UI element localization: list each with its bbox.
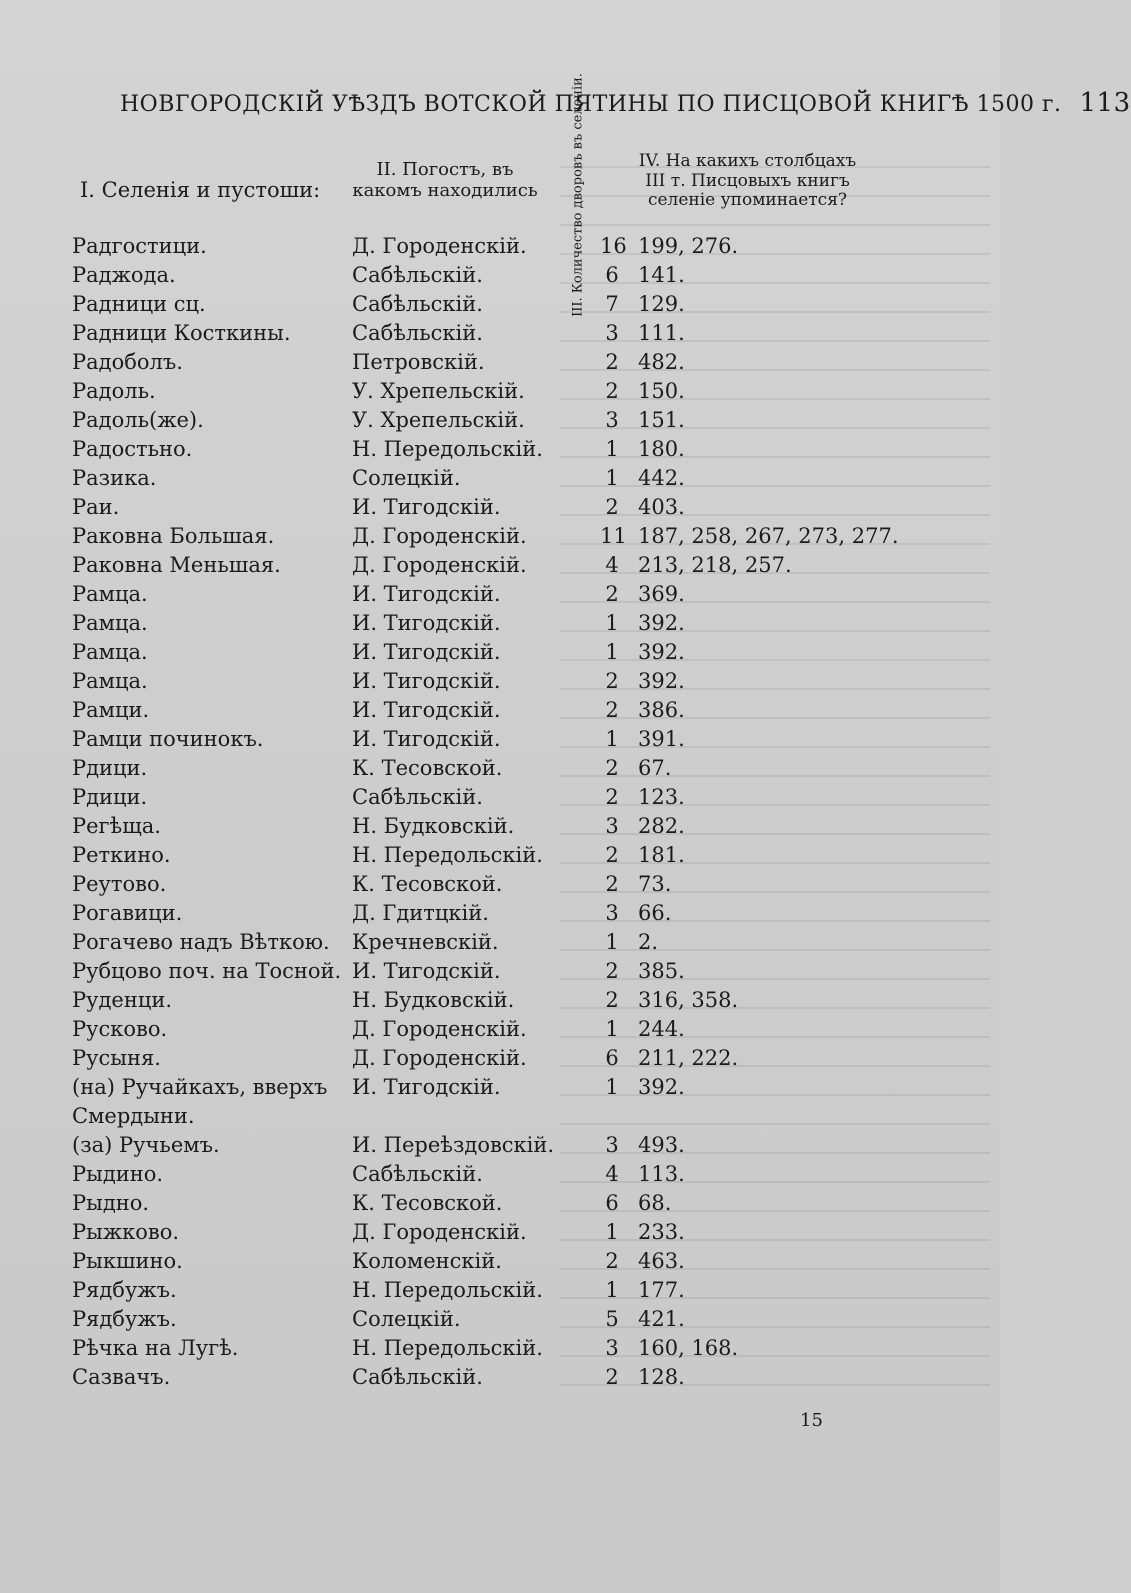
dvory-count: 3 bbox=[605, 1336, 619, 1360]
dvory-count: 1 bbox=[605, 611, 619, 635]
table-row bbox=[0, 1278, 1000, 1307]
table-row bbox=[0, 698, 1000, 727]
settlement-name: Рамца. bbox=[72, 669, 148, 693]
settlement-name: Рогачево надъ Вѣткою. bbox=[72, 930, 330, 954]
dvory-count: 2 bbox=[605, 350, 619, 374]
pogost-name: И. Тигодскій. bbox=[352, 611, 501, 635]
pogost-name: И. Тигодскій. bbox=[352, 640, 501, 664]
column-header-pogost: II. Погостъ, въ какомъ находились bbox=[352, 159, 538, 201]
stolbtsy-refs: 73. bbox=[638, 872, 672, 896]
stolbtsy-refs: 482. bbox=[638, 350, 685, 374]
stolbtsy-refs: 68. bbox=[638, 1191, 672, 1215]
dvory-count: 1 bbox=[605, 727, 619, 751]
dvory-count: 2 bbox=[605, 988, 619, 1012]
table-row bbox=[0, 640, 1000, 669]
dvory-count: 6 bbox=[605, 1191, 619, 1215]
pogost-name: И. Тигодскій. bbox=[352, 727, 501, 751]
dvory-count: 2 bbox=[605, 872, 619, 896]
table-row bbox=[0, 234, 1000, 263]
settlement-name: Сазвачъ. bbox=[72, 1365, 171, 1389]
settlement-name: Рамци починокъ. bbox=[72, 727, 264, 751]
pogost-name: И. Переѣздовскій. bbox=[352, 1133, 555, 1157]
running-head bbox=[120, 88, 1131, 118]
stolbtsy-refs: 111. bbox=[638, 321, 685, 345]
dvory-count: 3 bbox=[605, 408, 619, 432]
settlement-name: Радостьно. bbox=[72, 437, 193, 461]
settlement-name: Рамца. bbox=[72, 582, 148, 606]
dvory-count: 1 bbox=[605, 1017, 619, 1041]
table-row bbox=[0, 408, 1000, 437]
settlement-name: Рыдно. bbox=[72, 1191, 150, 1215]
dvory-count: 2 bbox=[605, 959, 619, 983]
settlement-name: Рыжково. bbox=[72, 1220, 180, 1244]
table-row bbox=[0, 814, 1000, 843]
dvory-count: 6 bbox=[605, 263, 619, 287]
pogost-name: Д. Городенскій. bbox=[352, 553, 527, 577]
dvory-count: 3 bbox=[605, 814, 619, 838]
pogost-name: Д. Городенскій. bbox=[352, 1046, 527, 1070]
stolbtsy-refs: 282. bbox=[638, 814, 685, 838]
dvory-count: 1 bbox=[605, 437, 619, 461]
dvory-count: 11 bbox=[600, 524, 627, 548]
table-row bbox=[0, 495, 1000, 524]
stolbtsy-refs: 128. bbox=[638, 1365, 685, 1389]
stolbtsy-refs: 181. bbox=[638, 843, 685, 867]
pogost-name: Сабѣльскій. bbox=[352, 292, 483, 316]
settlement-name: Рамца. bbox=[72, 640, 148, 664]
stolbtsy-refs: 211, 222. bbox=[638, 1046, 739, 1070]
stolbtsy-refs: 66. bbox=[638, 901, 672, 925]
stolbtsy-refs: 369. bbox=[638, 582, 685, 606]
table-row bbox=[0, 379, 1000, 408]
stolbtsy-refs: 403. bbox=[638, 495, 685, 519]
pogost-name: Д. Гдитцкій. bbox=[352, 901, 489, 925]
settlement-name: Раковна Меньшая. bbox=[72, 553, 281, 577]
table-row bbox=[0, 1075, 1000, 1104]
stolbtsy-refs: 180. bbox=[638, 437, 685, 461]
stolbtsy-refs: 391. bbox=[638, 727, 685, 751]
table-row bbox=[0, 959, 1000, 988]
table-row bbox=[0, 872, 1000, 901]
settlement-name: Русково. bbox=[72, 1017, 168, 1041]
dvory-count: 2 bbox=[605, 698, 619, 722]
stolbtsy-refs: 177. bbox=[638, 1278, 685, 1302]
pogost-name: К. Тесовской. bbox=[352, 756, 503, 780]
settlement-name: Раковна Большая. bbox=[72, 524, 275, 548]
pogost-name: Кречневскій. bbox=[352, 930, 499, 954]
table-row bbox=[0, 1046, 1000, 1075]
pogost-name: Солецкій. bbox=[352, 466, 461, 490]
settlement-name: Рамци. bbox=[72, 698, 150, 722]
table-row bbox=[0, 1104, 1000, 1133]
table-row bbox=[0, 524, 1000, 553]
settlement-name: Русыня. bbox=[72, 1046, 161, 1070]
pogost-name: Сабѣльскій. bbox=[352, 1162, 483, 1186]
table-row bbox=[0, 321, 1000, 350]
table-row bbox=[0, 1162, 1000, 1191]
table-row bbox=[0, 1017, 1000, 1046]
stolbtsy-refs: 199, 276. bbox=[638, 234, 739, 258]
dvory-count: 2 bbox=[605, 669, 619, 693]
table-row bbox=[0, 843, 1000, 872]
table-row bbox=[0, 1191, 1000, 1220]
dvory-count: 2 bbox=[605, 495, 619, 519]
dvory-count: 5 bbox=[605, 1307, 619, 1331]
stolbtsy-refs: 233. bbox=[638, 1220, 685, 1244]
settlement-name: Рѣчка на Лугѣ. bbox=[72, 1336, 239, 1360]
pogost-name: Д. Городенскій. bbox=[352, 524, 527, 548]
table-row bbox=[0, 350, 1000, 379]
table-row bbox=[0, 611, 1000, 640]
column-header-settlements: I. Селенія и пустоши: bbox=[80, 178, 321, 202]
dvory-count: 2 bbox=[605, 379, 619, 403]
stolbtsy-refs: 392. bbox=[638, 640, 685, 664]
dvory-count: 7 bbox=[605, 292, 619, 316]
table-row bbox=[0, 1365, 1000, 1394]
settlement-name: (на) Ручайкахъ, вверхъ bbox=[72, 1075, 328, 1099]
dvory-count: 1 bbox=[605, 1075, 619, 1099]
pogost-name: К. Тесовской. bbox=[352, 872, 503, 896]
table-row bbox=[0, 669, 1000, 698]
dvory-count: 1 bbox=[605, 1220, 619, 1244]
pogost-name: Сабѣльскій. bbox=[352, 263, 483, 287]
settlement-name: Рамца. bbox=[72, 611, 148, 635]
pogost-name: К. Тесовской. bbox=[352, 1191, 503, 1215]
settlement-name: Раджода. bbox=[72, 263, 176, 287]
pogost-name: И. Тигодскій. bbox=[352, 669, 501, 693]
pogost-name: И. Тигодскій. bbox=[352, 582, 501, 606]
pogost-name: Д. Городенскій. bbox=[352, 1220, 527, 1244]
settlement-name: Рыкшино. bbox=[72, 1249, 183, 1273]
pogost-name: Н. Передольскій. bbox=[352, 437, 543, 461]
settlement-name: Разика. bbox=[72, 466, 157, 490]
dvory-count: 2 bbox=[605, 1365, 619, 1389]
table-row bbox=[0, 901, 1000, 930]
settlement-name: Руденци. bbox=[72, 988, 173, 1012]
stolbtsy-refs: 160, 168. bbox=[638, 1336, 739, 1360]
settlement-name: Рдици. bbox=[72, 756, 148, 780]
dvory-count: 1 bbox=[605, 1278, 619, 1302]
pogost-name: Петровскій. bbox=[352, 350, 485, 374]
pogost-name: И. Тигодскій. bbox=[352, 495, 501, 519]
table-row bbox=[0, 756, 1000, 785]
pogost-name: Солецкій. bbox=[352, 1307, 461, 1331]
stolbtsy-refs: 386. bbox=[638, 698, 685, 722]
settlement-name: (за) Ручьемъ. bbox=[72, 1133, 220, 1157]
settlement-name: Радоболъ. bbox=[72, 350, 183, 374]
stolbtsy-refs: 129. bbox=[638, 292, 685, 316]
pogost-name: Н. Будковскій. bbox=[352, 988, 515, 1012]
stolbtsy-refs: 150. bbox=[638, 379, 685, 403]
settlement-name: Рядбужъ. bbox=[72, 1307, 177, 1331]
pogost-name: Н. Передольскій. bbox=[352, 843, 543, 867]
settlement-name: Регѣща. bbox=[72, 814, 161, 838]
stolbtsy-refs: 123. bbox=[638, 785, 685, 809]
dvory-count: 2 bbox=[605, 785, 619, 809]
pogost-name: Сабѣльскій. bbox=[352, 321, 483, 345]
dvory-count: 2 bbox=[605, 756, 619, 780]
settlement-name: Рдици. bbox=[72, 785, 148, 809]
dvory-count: 2 bbox=[605, 582, 619, 606]
pogost-name: Сабѣльскій. bbox=[352, 785, 483, 809]
settlement-name: Рядбужъ. bbox=[72, 1278, 177, 1302]
pogost-name: Сабѣльскій. bbox=[352, 1365, 483, 1389]
stolbtsy-refs: 385. bbox=[638, 959, 685, 983]
pogost-name: Д. Городенскій. bbox=[352, 1017, 527, 1041]
settlement-name: Радници Косткины. bbox=[72, 321, 291, 345]
pogost-name: И. Тигодскій. bbox=[352, 698, 501, 722]
stolbtsy-refs: 493. bbox=[638, 1133, 685, 1157]
settlement-name: Смердыни. bbox=[72, 1104, 195, 1128]
page-number: 113 bbox=[1079, 88, 1131, 118]
pogost-name: У. Хрепельскій. bbox=[352, 379, 525, 403]
stolbtsy-refs: 244. bbox=[638, 1017, 685, 1041]
settlement-name: Радгостици. bbox=[72, 234, 207, 258]
table-row bbox=[0, 988, 1000, 1017]
pogost-name: У. Хрепельскій. bbox=[352, 408, 525, 432]
running-head-title: НОВГОРОДСКІЙ УѢЗДЪ ВОТСКОЙ ПЯТИНЫ ПО ПИСЦОВОЙ КНИГѢ 1500 г. bbox=[120, 92, 1062, 117]
settlement-name: Рубцово поч. на Тосной. bbox=[72, 959, 342, 983]
table-row bbox=[0, 263, 1000, 292]
stolbtsy-refs: 67. bbox=[638, 756, 672, 780]
settlement-name: Реткино. bbox=[72, 843, 171, 867]
stolbtsy-refs: 392. bbox=[638, 1075, 685, 1099]
table-row bbox=[0, 1307, 1000, 1336]
dvory-count: 2 bbox=[605, 1249, 619, 1273]
settlement-name: Радоль. bbox=[72, 379, 156, 403]
signature-mark: 15 bbox=[800, 1410, 823, 1431]
settlement-name: Реутово. bbox=[72, 872, 167, 896]
table-row bbox=[0, 553, 1000, 582]
dvory-count: 1 bbox=[605, 640, 619, 664]
pogost-name: Н. Будковскій. bbox=[352, 814, 515, 838]
table-row bbox=[0, 437, 1000, 466]
stolbtsy-refs: 213, 218, 257. bbox=[638, 553, 792, 577]
column-header-stolbtsy: IV. На какихъ столбцахъ III т. Писцовыхъ книгъ селеніе упоминается? bbox=[638, 151, 857, 211]
settlement-name: Радоль(же). bbox=[72, 408, 204, 432]
table-row bbox=[0, 1220, 1000, 1249]
dvory-count: 3 bbox=[605, 901, 619, 925]
settlement-name: Рыдино. bbox=[72, 1162, 164, 1186]
pogost-name: Коломенскій. bbox=[352, 1249, 502, 1273]
dvory-count: 4 bbox=[605, 1162, 619, 1186]
stolbtsy-refs: 316, 358. bbox=[638, 988, 739, 1012]
table-row bbox=[0, 1133, 1000, 1162]
pogost-name: Н. Передольскій. bbox=[352, 1336, 543, 1360]
stolbtsy-refs: 113. bbox=[638, 1162, 685, 1186]
dvory-count: 4 bbox=[605, 553, 619, 577]
stolbtsy-refs: 463. bbox=[638, 1249, 685, 1273]
table-row bbox=[0, 1249, 1000, 1278]
dvory-count: 1 bbox=[605, 930, 619, 954]
table-row bbox=[0, 785, 1000, 814]
stolbtsy-refs: 392. bbox=[638, 611, 685, 635]
settlement-name: Раи. bbox=[72, 495, 120, 519]
table-row bbox=[0, 930, 1000, 959]
stolbtsy-refs: 187, 258, 267, 273, 277. bbox=[638, 524, 899, 548]
pogost-name: И. Тигодскій. bbox=[352, 1075, 501, 1099]
dvory-count: 3 bbox=[605, 1133, 619, 1157]
stolbtsy-refs: 442. bbox=[638, 466, 685, 490]
settlement-name: Радници сц. bbox=[72, 292, 206, 316]
column-header-dvory-text: III. Количество дворовъ въ селеніи. bbox=[570, 73, 586, 317]
stolbtsy-refs: 421. bbox=[638, 1307, 685, 1331]
pogost-name: Д. Городенскій. bbox=[352, 234, 527, 258]
pogost-name: Н. Передольскій. bbox=[352, 1278, 543, 1302]
stolbtsy-refs: 392. bbox=[638, 669, 685, 693]
dvory-count: 6 bbox=[605, 1046, 619, 1070]
table-row bbox=[0, 727, 1000, 756]
table-row bbox=[0, 292, 1000, 321]
table-row bbox=[0, 466, 1000, 495]
pogost-name: И. Тигодскій. bbox=[352, 959, 501, 983]
stolbtsy-refs: 141. bbox=[638, 263, 685, 287]
dvory-count: 1 bbox=[605, 466, 619, 490]
table-row bbox=[0, 1336, 1000, 1365]
stolbtsy-refs: 151. bbox=[638, 408, 685, 432]
dvory-count: 16 bbox=[600, 234, 627, 258]
stolbtsy-refs: 2. bbox=[638, 930, 659, 954]
table-row bbox=[0, 582, 1000, 611]
dvory-count: 3 bbox=[605, 321, 619, 345]
dvory-count: 2 bbox=[605, 843, 619, 867]
settlement-name: Рогавици. bbox=[72, 901, 183, 925]
